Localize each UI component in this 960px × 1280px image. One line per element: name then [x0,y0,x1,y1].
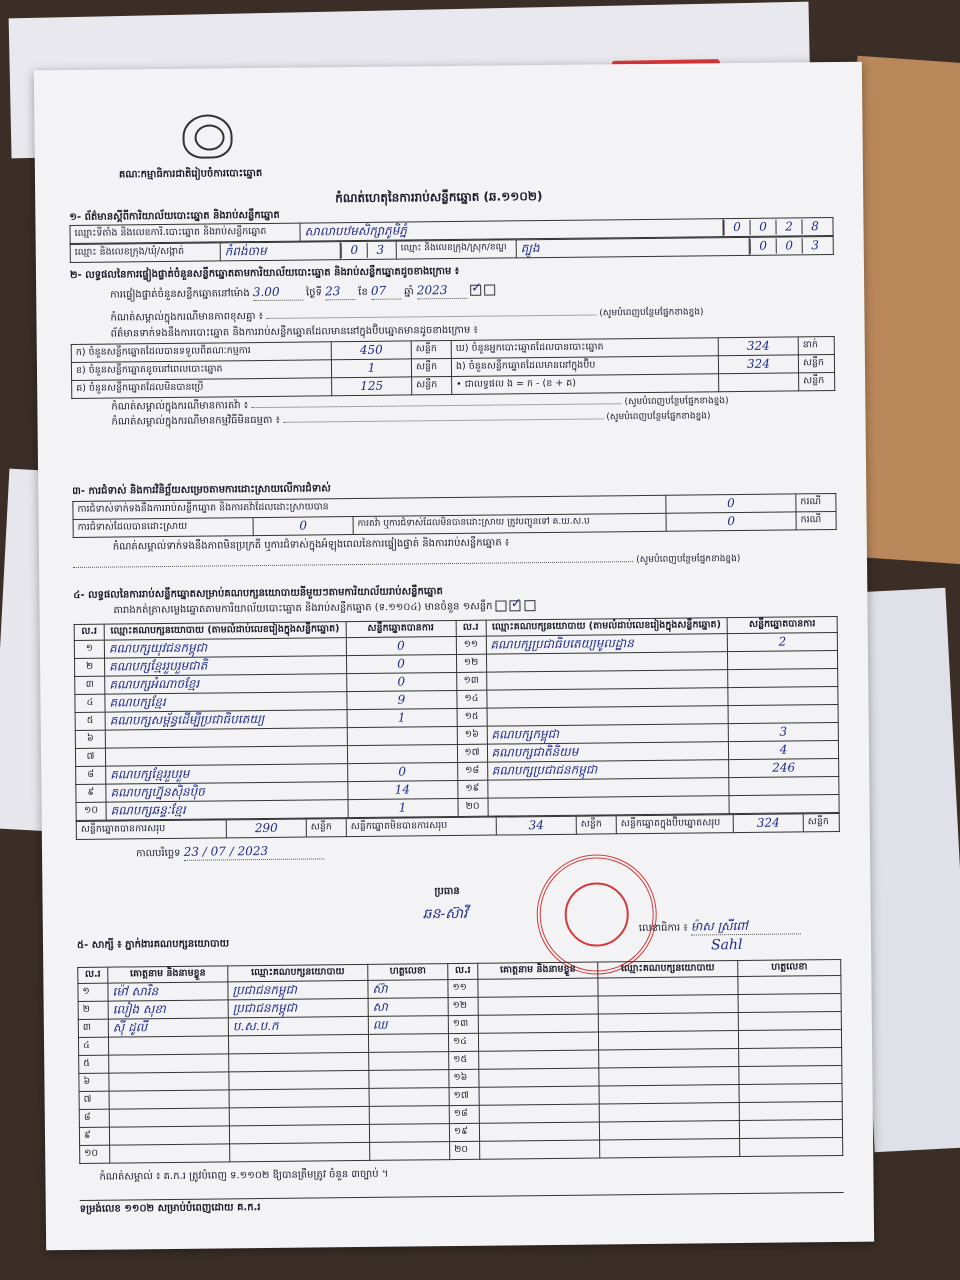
district-code: 0 0 3 [749,236,833,255]
witness-name [109,1125,229,1144]
ballot-count-row: ក) ចំនួនសន្លឹកឆ្នោតដែលបានទទួលពីគណៈកម្មការ 450 សន្លឹក ឃ) ចំនួនអ្នកបោះឆ្នោតដែលបានបោះឆ្នោត 324 នាក់ [71,336,834,362]
witness-name: ស៊ី ដូលី [108,1017,228,1036]
witness-signature [739,1047,842,1066]
time-value: 3.00 [253,284,303,301]
row-number: ៥ [79,1055,109,1073]
party-votes [729,776,839,795]
row-number: ៨ [76,766,106,784]
section-3-heading: ៣- ការជំទាស់ និងការវិនិច្ឆ័យសម្រេចតាមការដោះស្រាយលើការជំទាស់ [72,483,331,497]
row-number: ១៥ [449,1051,479,1069]
row-number: ១០ [80,1145,110,1163]
party-name: គណបក្សខ្មែរ [105,691,347,712]
row-number: ៦ [79,1073,109,1091]
total-invalid: 34 [496,816,576,835]
row-number: ១៧ [457,744,487,762]
witness-party: ប្រជាជនកម្ពុជា [228,980,368,999]
witness-note: កំណត់សម្គាល់ ៖ គ.ក.រ ត្រូវបំពេញ ទ.១១០២ ឱ្យបានត្រឹមត្រូវ ចំនួន ៣ច្បាប់ ។ [99,1168,389,1183]
party-votes: 246 [729,758,839,777]
commune-code: 0 3 [340,241,396,260]
row-number: ១៣ [448,1015,478,1033]
party-votes: 2 [727,632,837,651]
day-value: 23 [325,284,355,300]
row-number: ៣ [78,1019,108,1037]
witness-name [479,1104,599,1123]
witness-party: ប.ស.ប.ក [228,1016,368,1035]
party-votes: 9 [346,690,456,709]
section-4 [73,582,840,861]
org-name: គណៈកម្មាធិការជាតិរៀបចំការបោះឆ្នោត [118,167,263,181]
form-title: កំណត់ហេតុនៃការរាប់សន្លឹកឆ្នោត (ឆ.១១០២) [335,189,543,206]
total-valid: 290 [226,819,306,838]
row-number: ៤ [75,694,105,712]
party-name: គណបក្សឆន្ទៈខ្មែរ [106,799,348,820]
witness-party [599,1102,739,1121]
row-number: ១៩ [457,780,487,798]
district-value: ត្បូង [516,237,749,257]
witness-party [229,1106,369,1125]
party-votes [728,686,838,705]
row-number: ៥ [75,712,105,730]
commune-label: ឈ្មោះ និងលេខក្រុង/ឃុំ/សង្កាត់ [70,242,220,262]
row-number: ២ [78,1001,108,1019]
row-number: ១០ [76,802,106,820]
witness-party [229,1088,369,1107]
party-name: គណបក្សអំណាចខ្មែរ [105,673,347,694]
year-value: 2023 [417,282,467,299]
section-2 [70,262,836,429]
witness-name [109,1053,229,1072]
station-label: ឈ្មោះទីតាំង និងលេខការិ.បោះឆ្នោត និងរាប់សន្លឹកឆ្នោត [70,223,300,243]
unused-ballots: 125 [332,376,412,395]
ballots-in-box: 324 [718,354,798,373]
resolved-count: 0 [253,516,353,535]
witness-name [110,1143,230,1162]
form-footer: ទម្រង់លេខ ១១០២ សម្រាប់បំពេញដោយ គ.ក.រ [80,1192,844,1216]
witness-signature [740,1137,843,1156]
commune-value: កំពង់ចាម [220,241,340,260]
party-votes [347,726,457,745]
party-rows [74,632,839,820]
secretary-row: លេខាធិការ ៖ ម៉ាស ស្រីពៅ [639,918,801,936]
row-number: ១៥ [457,708,487,726]
row-number: ៨ [79,1109,109,1127]
row-number: ១៩ [449,1123,479,1141]
witness-rows [78,975,843,1163]
ballot-count-row: គ) ចំនួនសន្លឹកឆ្នោតដែលមិនបានប្រើ 125 សន្លឹក • ជាលទ្ធផល ង = ក - (ខ + គ) សន្លឹក [72,372,835,398]
witness-name: លៀង សុខា [108,999,228,1018]
party-name: គណបក្សយុវជនកម្ពុជា [104,637,346,658]
election-form-sheet [34,62,874,1251]
protest-note: កំណត់សម្គាល់ក្នុងករណីមានការតវ៉ា ៖ (សូមបំពេញបន្ថែមផ្នែកខាងខ្នង) [111,395,729,413]
chair-label: ប្រធាន [434,885,460,898]
row-number: ៩ [76,784,106,802]
witness-signature [739,1119,842,1138]
row-number: ១៤ [448,1033,478,1051]
party-name: គណបក្សខ្មែររួបរួមជាតិ [104,655,346,676]
row-number: ១១ [448,979,478,997]
party-votes: 14 [347,780,457,799]
witness-signature [739,1101,842,1120]
row-number: ១ [74,640,104,658]
party-name: គណបក្សកម្ពុជា [487,723,729,744]
party-votes: 0 [346,654,456,673]
witness-signature [369,1123,449,1142]
witness-name [109,1071,229,1090]
witness-name [479,1050,599,1069]
district-label: ឈ្មោះ និងលេខក្រុង/ស្រុក/ខណ្ឌ [396,239,516,258]
spoiled-ballots: 1 [331,358,411,377]
complaints-count: 0 [666,493,796,512]
witness-party [229,1052,369,1071]
witness-signature [739,1065,842,1084]
witness-party [599,1120,739,1139]
checkbox-no[interactable] [484,285,495,296]
witness-table: ល.រ គោត្តនាម និងនាមខ្លួន ឈ្មោះគណបក្សនយោបាយ ហត្ថលេខា ល.រ គោត្តនាម និងនាមខ្លួន ឈ្មោះគណបក្សនយោបាយ ហត្ថលេខា ១ ម៉ៅ សារិន ប្រជាជនកម្ពុជា ស៊ា ១១ ២ លៀង សុខា ប្រជាជនកម្ពុជា សា ១២ ៣ ស៊ី ដូលី ប.ស.ប.ក ឈ ១៣ ៤ ១៤ ៥ ១៥ ៦ ១៦ ៧ ១៧ ៨ ១៨ ៩ ១៩ ១០ ២០ [77,958,843,1163]
complaints-table: ការជំទាស់ទាក់ទងនឹងការរាប់សន្លឹកឆ្នោត និងការតវ៉ាដែលដោះស្រាយបាន 0 ករណី ការជំទាស់ដែលបានដោះស្រាយ 0 ការតវ៉ា ឬការជំទាស់ដែលមិនបានដោះស្រាយ ត្រូវបញ្ជូនទៅ គ.ឃ.ស.ប 0 ករណី [72,492,836,537]
witness-name [478,1014,598,1033]
totals-row: សន្លឹកឆ្នោតបានការសរុប 290 សន្លឹក សន្លឹកឆ្នោតមិនបានការសរុប 34 សន្លឹក សន្លឹកឆ្នោតក្នុងប៊ិបឆ្នោតសរុប 324 សន្លឹក [76,812,840,839]
chair-signature: ឆន-ស៊ាវី [422,905,468,923]
row-number: ៤ [78,1037,108,1055]
party-name: គណបក្សប្រជាជនកម្ពុជា [487,759,729,780]
witness-party [599,1066,739,1085]
voters-voted: 324 [718,336,798,355]
section-5 [77,932,844,1216]
secretary-signature: Sahl [710,936,743,954]
party-name: គណបក្សហ្វ៊ុនស៊ិនប៉ិច [106,781,348,802]
section-1-heading: ១- ព័ត៌មានស្តីពីការិយាល័យបោះឆ្នោត និងរាប់សន្លឹកឆ្នោត [69,209,280,224]
witness-party [598,976,738,995]
witness-signature [369,1051,449,1070]
party-votes [728,668,838,687]
party-votes [727,650,837,669]
witness-signature [369,1069,449,1088]
witness-party [229,1070,369,1089]
secretary-name: ម៉ាស ស្រីពៅ [691,918,801,935]
row-number: ១៦ [457,726,487,744]
witness-name [108,1035,228,1054]
party-votes: 4 [728,740,838,759]
station-code: 0 0 2 8 [723,217,833,236]
witness-name [478,1032,598,1051]
party-votes [729,794,839,813]
party-name: គណបក្សសម្ព័ន្ធដើម្បីប្រជាធិបតេយ្យ [105,709,347,730]
witness-name: ម៉ៅ សារិន [108,981,228,1000]
witness-signature [370,1141,450,1160]
row-number: ២ [74,658,104,676]
month-value: 07 [371,283,401,299]
witness-party: ប្រជាជនកម្ពុជា [228,998,368,1017]
witness-signature [368,1033,448,1052]
party-votes: 0 [347,762,457,781]
witness-signature [738,993,841,1012]
row-number: ១១ [456,636,486,654]
witness-signature [738,1029,841,1048]
witness-signature [739,1083,842,1102]
checkbox-yes[interactable] [470,285,481,296]
national-emblem-icon [182,114,232,159]
complaints-note: កំណត់សម្គាល់ទាក់ទងនឹងភាពមិនប្រក្រតី ឬការជំទាស់ក្នុងអំឡុងពេលនៃការផ្ទៀងផ្ទាត់ និងការរាប់សន្លឹកឆ្នោត ៖ [112,536,510,553]
row-number: ១ [78,983,108,1001]
station-value: សាលាបឋមសិក្សាភូមិភ្នំ [300,218,723,240]
witness-party [229,1124,369,1143]
row-number: ១៤ [456,690,486,708]
row-number: ១២ [456,654,486,672]
witness-name [479,1086,599,1105]
row-number: ៩ [79,1127,109,1145]
party-name [487,795,729,816]
party-votes: 1 [347,708,457,727]
party-votes [728,704,838,723]
witness-signature [738,1011,841,1030]
row-number: ៣ [75,676,105,694]
row-number: ៧ [79,1091,109,1109]
discrepancy-note: កំណត់សម្គាល់ក្នុងករណីមានភាពខុសគ្នា ៖ (សូមបំពេញបន្ថែមផ្នែកខាងខ្នង) [110,306,704,324]
witness-signature [369,1105,449,1124]
witness-party [598,994,738,1013]
witness-signature [738,975,841,994]
total-in-box: 324 [733,813,803,832]
ballot-count-table [71,335,836,398]
witness-name [478,978,598,997]
date-row: កាលបរិច្ឆេទ 23 / 07 / 2023 [76,837,840,861]
section-5-heading: ៥- សាក្សី ៖ ភ្នាក់ងារគណបក្សនយោបាយ [76,938,230,951]
time-row: ការផ្ទៀងផ្ទាត់ចំនួនសន្លឹកឆ្នោតនៅម៉ោង 3.00 ថ្ងៃទី 23 ខែ 07 ឆ្នាំ 2023 ✓ [70,278,834,302]
ballot-count-row: ខ) ចំនួនសន្លឹកឆ្នោតខូចនៅពេលបោះឆ្នោត 1 សន្លឹក ង) ចំនួនសន្លឹកឆ្នោតដែលមាននៅក្នុងប៊ិប 324 សន្លឹក [71,354,834,380]
row-number: ១៣ [456,672,486,690]
witness-party [599,1084,739,1103]
section-1 [69,204,833,262]
received-ballots: 450 [331,340,411,359]
witness-name [478,996,598,1015]
witness-party [599,1048,739,1067]
irregularity-note: កំណត់សម្គាល់ក្នុងករណីមានកម្មវិធីមិនធម្មតា ៖ (សូមបំពេញបន្ថែមផ្នែកខាងខ្នង) [111,411,711,428]
witness-party [230,1142,370,1161]
witness-party [598,1030,738,1049]
row-number: ១៧ [449,1087,479,1105]
section-2-heading: ២- លទ្ធផលនៃការផ្ទៀងផ្ទាត់ចំនួនសន្លឹកឆ្នោតតាមការិយាល័យបោះឆ្នោត និងរាប់សន្លឹកឆ្នោតដូចខាងក្រោម ៖ [69,265,460,282]
row-number: ១៦ [449,1069,479,1087]
table-intro: ព័ត៌មានទាក់ទងនឹងការបោះឆ្នោត និងការរាប់សន្លឹកឆ្នោតដែលមាននៅក្នុងប៊ិបឆ្នោតមានដូចខាងក្រោម ៖ [110,324,478,340]
witness-signature: សា [368,997,448,1016]
party-name: គណបក្សប្រជាធិបតេយ្យមូលដ្ឋាន [486,633,728,654]
party-votes: 1 [347,798,457,817]
tally-sheet-note: តារាងកត់ត្រាសម្លេងឆ្នោតតាមការិយាល័យបោះឆ្នោត និងរាប់សន្លឹកឆ្នោត (ទ.១១០៤) មានចំនួន ១សន្លឹក ✓ [73,596,837,617]
party-results-table: ល.រ ឈ្មោះគណបក្សនយោបាយ (តាមលំដាប់លេខរៀងក្នុងសន្លឹកឆ្នោត) សន្លឹកឆ្នោតបានការ ល.រ ឈ្មោះគណបក្សនយោបាយ (តាមលំដាប់លេខរៀងក្នុងសន្លឹកឆ្នោត) សន្លឹកឆ្នោតបានការ ១ គណបក្សយុវជនកម្ពុជា 0 ១១ គណបក្សប្រជាធិបតេយ្យមូលដ្ឋាន 2 ២ គណបក្សខ្មែររួបរួមជាតិ 0 ១២ ៣ គណបក្សអំណាចខ្មែរ 0 ១៣ ៤ គណបក្សខ្មែរ 9 ១៤ ៥ គណបក្សសម្ព័ន្ធដើម្បីប្រជាធិបតេយ្យ 1 ១៥ ៦ ១៦ គណបក្សកម្ពុជា 3 ៧ ១៧ គណបក្សជាតិនិយម 4 ៨ គណបក្សខ្មែររួបរួម 0 ១៨ គណបក្សប្រជាជនកម្ពុជា 246 ៩ គណបក្សហ្វ៊ុនស៊ិនប៉ិច 14 ១៩ ១០ គណបក្សឆន្ទៈខ្មែរ 1 ២០ [74,615,840,820]
party-name: គណបក្សខ្មែររួបរួម [106,763,348,784]
party-votes: 3 [728,722,838,741]
row-number: ២០ [457,798,487,816]
row-number: ៧ [75,748,105,766]
row-number: ១៨ [449,1105,479,1123]
witness-signature [369,1087,449,1106]
section-3: ៣- ការជំទាស់ និងការវិនិច្ឆ័យសម្រេចតាមការដោះស្រាយលើការជំទាស់ ការជំទាស់ទាក់ទងនឹងការរាប់សន្លឹកឆ្នោត និងការតវ៉ាដែលដោះស្រាយបាន 0 ករណី ការជំទាស់ដែលបានដោះស្រាយ 0 ការតវ៉ា ឬការជំទាស់ដែលមិនបានដោះស្រាយ ត្រូវបញ្ជូនទៅ គ.ឃ.ស.ប 0 ករណី កំណត់សម្គាល់ទាក់ទងនឹងភាពមិនប្រក្រតី ឬការជំទាស់ក្នុងអំឡុងពេលនៃការផ្ទៀងផ្ទាត់ និងការរាប់សន្លឹកឆ្នោត ៖ (សូមបំពេញបន្ថែមផ្នែកខាងខ្នង) [72,478,837,572]
witness-name [480,1140,600,1159]
row-number: ១៨ [457,762,487,780]
witness-name [479,1122,599,1141]
witness-signature: ស៊ា [368,979,448,998]
party-votes [347,744,457,763]
witness-name [109,1089,229,1108]
party-votes: 0 [346,636,456,655]
row-number: ១២ [448,997,478,1015]
witness-signature: ឈ [368,1015,448,1034]
witness-party [600,1138,740,1157]
row-number: ២០ [450,1141,480,1159]
witness-name [109,1107,229,1126]
row-number: ៦ [75,730,105,748]
witness-party [598,1012,738,1031]
date-value: 23 / 07 / 2023 [184,843,324,860]
section-4-heading: ៤- លទ្ធផលនៃការរាប់សន្លឹកឆ្នោតសម្រាប់គណបក្សនយោបាយនីមួយៗតាមការិយាល័យរាប់សន្លឹកឆ្នោត [73,586,443,601]
party-votes: 0 [346,672,456,691]
unresolved-count: 0 [666,511,796,530]
witness-name [479,1068,599,1087]
witness-party [228,1034,368,1053]
party-name: គណបក្សជាតិនិយម [487,741,729,762]
